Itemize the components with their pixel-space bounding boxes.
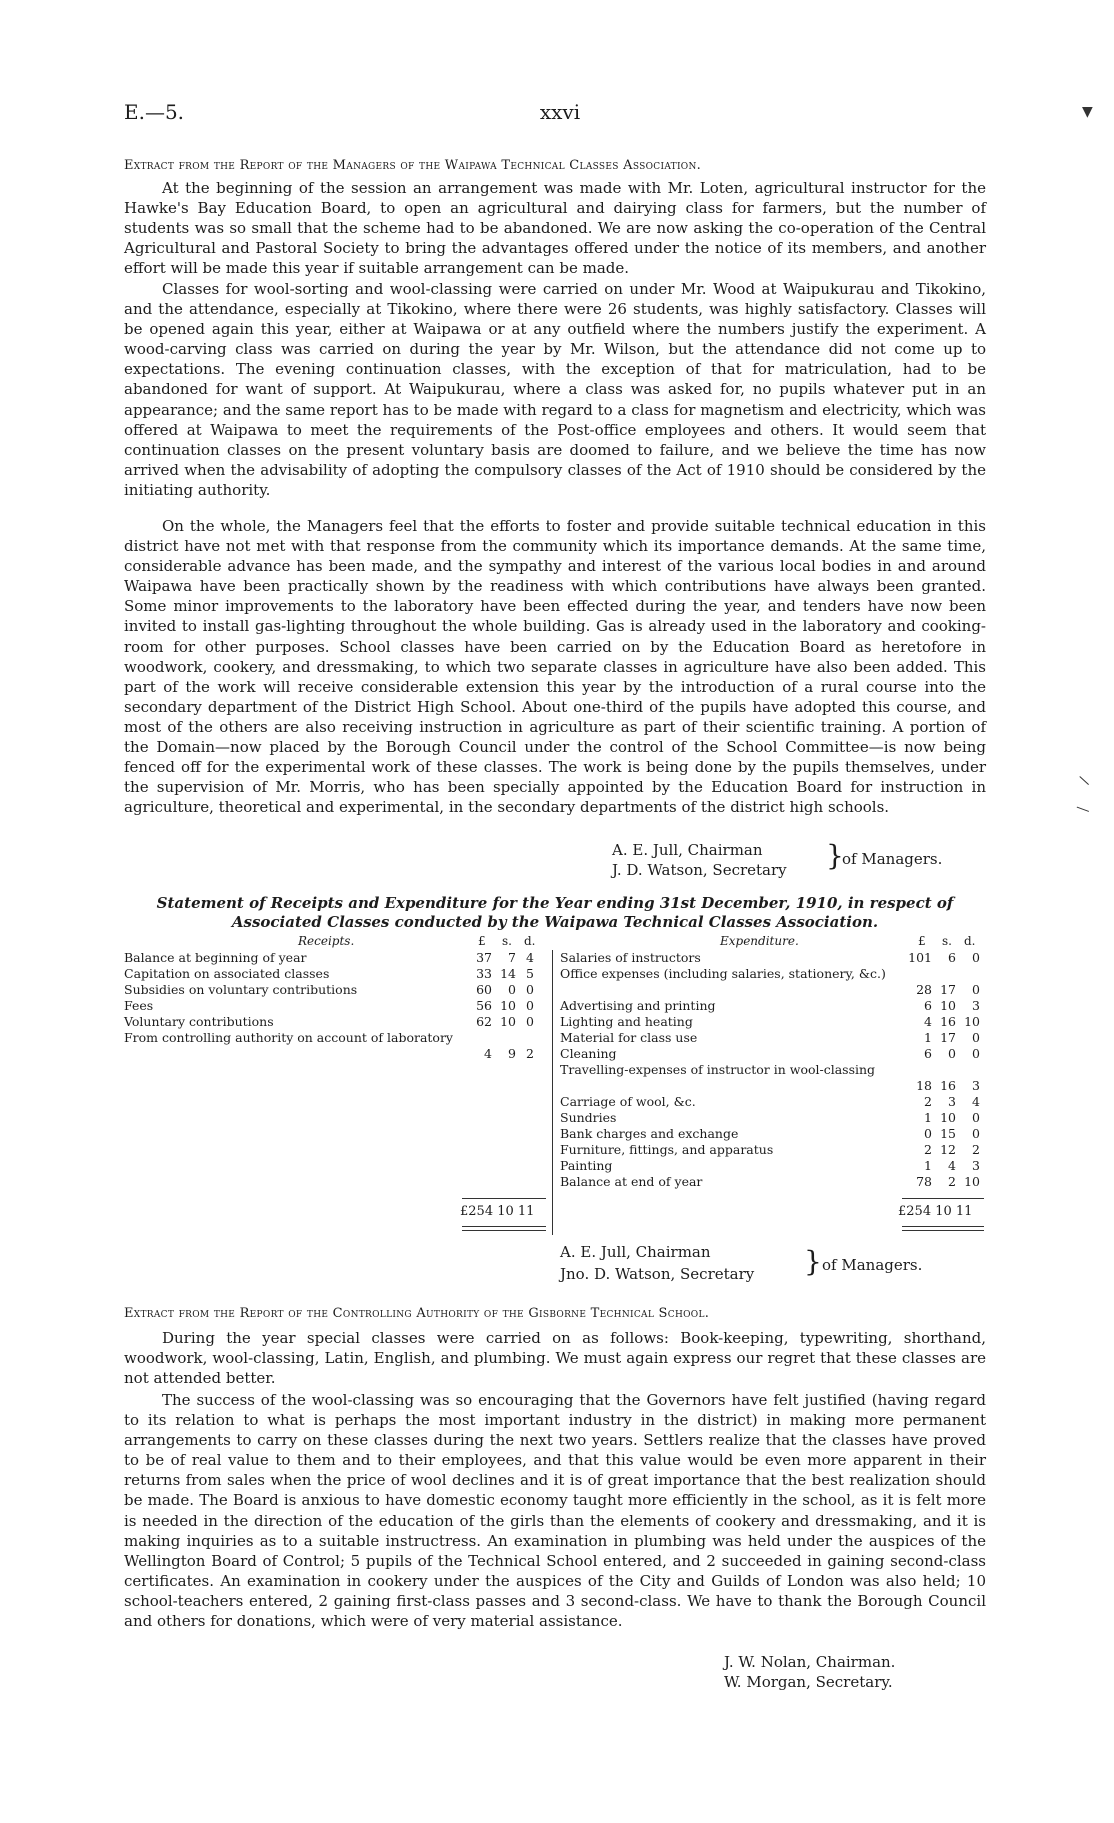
- gisborne-signatory-chairman: J. W. Nolan, Chairman.: [724, 1653, 896, 1671]
- expenditure-shillings: 16: [940, 1078, 956, 1093]
- expenditure-pounds: 28: [916, 982, 932, 997]
- receipt-pounds: 4: [484, 1046, 492, 1061]
- receipt-shillings: 0: [508, 982, 516, 997]
- expenditure-label: Bank charges and exchange: [560, 1126, 739, 1141]
- receipts-unit-pence: d.: [524, 934, 536, 948]
- expenditure-pounds: 6: [924, 998, 932, 1013]
- column-divider: [552, 950, 553, 1235]
- expenditure-pence: 10: [964, 1174, 980, 1189]
- expenditure-shillings: 17: [940, 1030, 956, 1045]
- expenditure-shillings: 6: [948, 950, 956, 965]
- receipt-pence: 0: [526, 982, 534, 997]
- gisborne-paragraph-2: The success of the wool-classing was so encouraging that the Governors have felt justified (having regard to its relation to what is perhaps the most important industry in the district) in making more permanent arrangements to carry on these classes during the next two years. Settlers realize that the classes have proved to be of real value to them and to their employees, and that this value would be even more apparent in their returns from sales when the price of wool declines and it is of great importance that the best realization should be made. The Board is anxious to have domestic economy taught more efficiently in the school, as it is felt more is needed in the direction of the education of the girls than the elements of cookery and dressmaking, and it is making inquiries as to a suitable instructress. An examination in plumbing was held under the auspices of the Wellington Board of Control; 5 pupils of the Technical School entered, and 2 succeeded in gaining second-class certificates. An examination in cookery under the auspices of the City and Guilds of London was also held; 10 school-teachers entered, 2 gaining first-class passes and 3 second-class. We have to thank the Borough Council and others for donations, which were of very material assistance.: [124, 1391, 986, 1631]
- receipt-shillings: 14: [500, 966, 516, 981]
- receipts-unit-pounds: £: [478, 934, 486, 948]
- receipt-label: Fees: [124, 998, 154, 1013]
- total-rule: [902, 1198, 984, 1199]
- receipt-pounds: 56: [476, 998, 492, 1013]
- expenditure-shillings: 17: [940, 982, 956, 997]
- scan-mark: ▼: [1082, 104, 1093, 120]
- expenditure-label: Salaries of instructors: [560, 950, 701, 965]
- brace: }: [804, 1245, 822, 1278]
- expenditure-pounds: 18: [916, 1078, 932, 1093]
- receipt-pence: 4: [526, 950, 534, 965]
- expenditure-pence: 0: [972, 1110, 980, 1125]
- gisborne-heading: Extract from the Report of the Controlling Authority of the Gisborne Technical School.: [124, 1306, 710, 1321]
- receipt-pence: 5: [526, 966, 534, 981]
- receipt-shillings: 9: [508, 1046, 516, 1061]
- receipt-pounds: 33: [476, 966, 492, 981]
- receipt-label: Voluntary contributions: [124, 1014, 274, 1029]
- expenditure-pence: 2: [972, 1142, 980, 1157]
- expenditure-shillings: 0: [948, 1046, 956, 1061]
- expenditure-pounds: 4: [924, 1014, 932, 1029]
- expenditure-shillings: 12: [940, 1142, 956, 1157]
- expenditure-label: Cleaning: [560, 1046, 617, 1061]
- receipt-label: Balance at beginning of year: [124, 950, 307, 965]
- signatory-secretary: J. D. Watson, Secretary: [612, 861, 787, 879]
- waipawa-paragraph-2: Classes for wool-sorting and wool-classing were carried on under Mr. Wood at Waipukurau and Tikokino, and the attendance, especially at Tikokino, where there were 26 students, was highly satisfactory. Classes will be opened again this year, either at Waipawa or at any outfield where the numbers justify the experiment. A wood-carving class was carried on during the year by Mr. Wilson, but the attendance did not come up to expectations. The evening continuation classes, with the exception of that for matriculation, had to be abandoned for want of support. At Waipukurau, where a class was asked for, no pupils whatever put in an appearance; and the same report has to be made with regard to a class for magnetism and electricity, which was offered at Waipawa to meet the requirements of the Post-office employees and others. It would seem that continuation classes on the present voluntary basis are doomed to failure, and we believe the time has now arrived when the advisability of adopting the compulsory classes of the Act of 1910 should be considered by the initiating authority.: [124, 280, 986, 499]
- expenditure-total: £254 10 11: [898, 1204, 973, 1219]
- receipt-pence: 0: [526, 1014, 534, 1029]
- receipt-label: Subsidies on voluntary contributions: [124, 982, 358, 997]
- expenditure-shillings: 10: [940, 998, 956, 1013]
- expenditure-pence: 0: [972, 1126, 980, 1141]
- expenditure-pence: 0: [972, 950, 980, 965]
- expenditure-pence: 4: [972, 1094, 980, 1109]
- gisborne-signatory-secretary: W. Morgan, Secretary.: [724, 1673, 893, 1691]
- expenditure-unit-pounds: £: [918, 934, 926, 948]
- statement-signatory-chairman: A. E. Jull, Chairman: [560, 1243, 711, 1261]
- scan-mark: —: [1073, 799, 1093, 819]
- receipts-heading: Receipts.: [298, 934, 355, 948]
- expenditure-label: Carriage of wool, &c.: [560, 1094, 696, 1109]
- expenditure-label: Travelling-expenses of instructor in wool-classing: [560, 1062, 876, 1077]
- page-number: xxvi: [539, 100, 581, 124]
- expenditure-label: Lighting and heating: [560, 1014, 693, 1029]
- waipawa-heading: Extract from the Report of the Managers of the Waipawa Technical Classes Association.: [124, 158, 702, 173]
- expenditure-pounds: 78: [916, 1174, 932, 1189]
- expenditure-pence: 0: [972, 982, 980, 997]
- waipawa-paragraph-3: On the whole, the Managers feel that the efforts to foster and provide suitable technical education in this district have not met with that response from the community which its importance demands. At the same time, considerable advance has been made, and the sympathy and interest of the various local bodies in and around Waipawa have been practically shown by the readiness with which contributions have always been granted. Some minor improvements to the laboratory have been effected during the year, and tenders have now been invited to install gas-lighting throughout the whole building. Gas is already used in the laboratory and cooking-room for other purposes. School classes have been carried on by the Education Board as heretofore in woodwork, cookery, and dressmaking, to which two separate classes in agriculture have also been added. This part of the work will receive considerable extension this year by the introduction of a rural course into the secondary department of the District High School. About one-third of the pupils have adopted this course, and most of the others are also receiving instruction in agriculture as part of their scientific training. A portion of the Domain—now placed by the Borough Council under the control of the School Committee—is now being fenced off for the experimental work of these classes. The work is being done by the pupils themselves, under the supervision of Mr. Morris, who has been specially appointed by the Education Board for instruction in agriculture, theoretical and experimental, in the secondary departments of the district high schools.: [124, 517, 986, 817]
- expenditure-pounds: 1: [924, 1110, 932, 1125]
- expenditure-pence: 3: [972, 1158, 980, 1173]
- receipt-shillings: 7: [508, 950, 516, 965]
- receipt-label: Capitation on associated classes: [124, 966, 330, 981]
- expenditure-pounds: 101: [908, 950, 932, 965]
- expenditure-pounds: 1: [924, 1158, 932, 1173]
- expenditure-unit-pence: d.: [964, 934, 976, 948]
- expenditure-label: Sundries: [560, 1110, 617, 1125]
- section-number: E.—5.: [124, 100, 185, 124]
- expenditure-pounds: 6: [924, 1046, 932, 1061]
- statement-signatory-secretary: Jno. D. Watson, Secretary: [560, 1265, 755, 1283]
- brace: }: [826, 839, 844, 872]
- gisborne-paragraph-1: During the year special classes were carried on as follows: Book-keeping, typewriting, shorthand, woodwork, wool-classing, Latin, English, and plumbing. We must again express our regret that these classes are not attended better.: [124, 1329, 986, 1388]
- expenditure-shillings: 10: [940, 1110, 956, 1125]
- expenditure-shillings: 3: [948, 1094, 956, 1109]
- expenditure-shillings: 4: [948, 1158, 956, 1173]
- brace-label: of Managers.: [842, 850, 943, 868]
- total-double-rule: [462, 1226, 546, 1231]
- expenditure-label: Material for class use: [560, 1030, 698, 1045]
- receipt-shillings: 10: [500, 1014, 516, 1029]
- expenditure-pounds: 0: [924, 1126, 932, 1141]
- expenditure-shillings: 16: [940, 1014, 956, 1029]
- expenditure-label: Painting: [560, 1158, 613, 1173]
- receipt-pounds: 60: [476, 982, 492, 997]
- expenditure-heading: Expenditure.: [720, 934, 799, 948]
- scan-mark: \: [1078, 772, 1091, 790]
- receipt-pence: 0: [526, 998, 534, 1013]
- expenditure-label: Balance at end of year: [560, 1174, 703, 1189]
- expenditure-shillings: 15: [940, 1126, 956, 1141]
- expenditure-unit-shillings: s.: [942, 934, 952, 948]
- expenditure-pence: 3: [972, 1078, 980, 1093]
- expenditure-pence: 0: [972, 1030, 980, 1045]
- statement-title: Statement of Receipts and Expenditure for the Year ending 31st December, 1910, in respect of Associated Classes conducted by the Waipawa Technical Classes Association.: [156, 894, 954, 931]
- expenditure-label: Advertising and printing: [560, 998, 716, 1013]
- receipt-label: From controlling authority on account of laboratory: [124, 1030, 453, 1045]
- receipt-pounds: 37: [476, 950, 492, 965]
- expenditure-pounds: 2: [924, 1094, 932, 1109]
- brace-label: of Managers.: [822, 1256, 923, 1274]
- expenditure-pounds: 2: [924, 1142, 932, 1157]
- expenditure-pence: 3: [972, 998, 980, 1013]
- expenditure-pence: 10: [964, 1014, 980, 1029]
- receipts-total: £254 10 11: [460, 1204, 535, 1219]
- receipt-pounds: 62: [476, 1014, 492, 1029]
- expenditure-shillings: 2: [948, 1174, 956, 1189]
- expenditure-pence: 0: [972, 1046, 980, 1061]
- expenditure-label: Office expenses (including salaries, stationery, &c.): [560, 966, 886, 981]
- receipt-pence: 2: [526, 1046, 534, 1061]
- waipawa-paragraph-1: At the beginning of the session an arrangement was made with Mr. Loten, agricultural instructor for the Hawke's Bay Education Board, to open an agricultural and dairying class for farmers, but the number of students was so small that the scheme had to be abandoned. We are now asking the co-operation of the Central Agricultural and Pastoral Society to bring the advantages offered under the notice of its members, and another effort will be made this year if suitable arrangement can be made.: [124, 179, 986, 278]
- signatory-chairman: A. E. Jull, Chairman: [612, 841, 763, 859]
- receipts-unit-shillings: s.: [502, 934, 512, 948]
- total-rule: [462, 1198, 546, 1199]
- receipt-shillings: 10: [500, 998, 516, 1013]
- expenditure-label: Furniture, fittings, and apparatus: [560, 1142, 774, 1157]
- total-double-rule: [902, 1226, 984, 1231]
- expenditure-pounds: 1: [924, 1030, 932, 1045]
